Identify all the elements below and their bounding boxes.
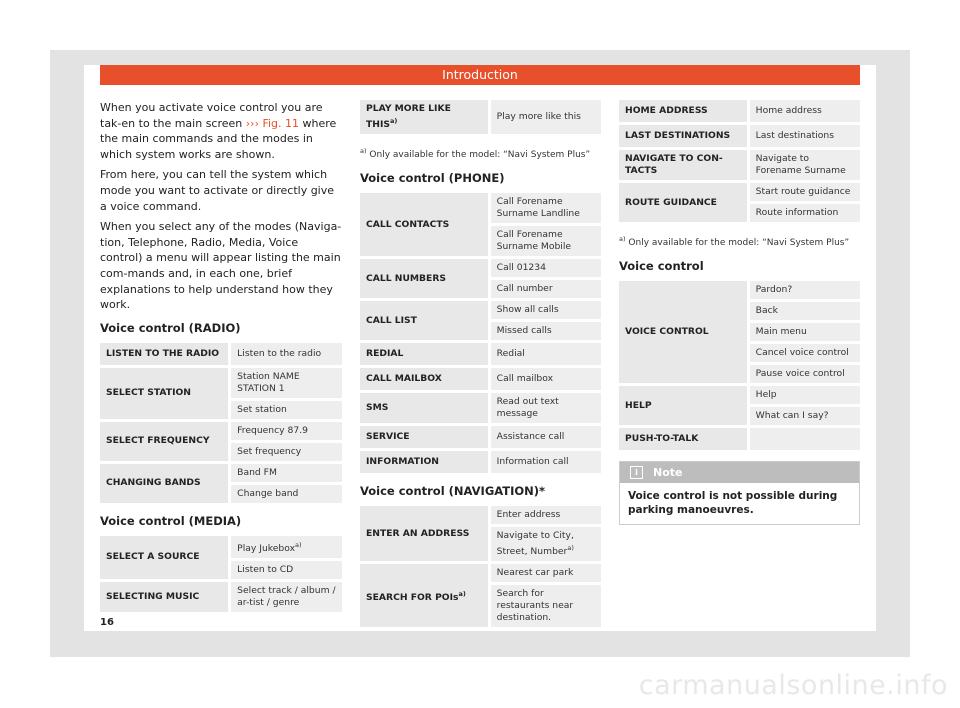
example-cell: Pardon? (747, 281, 860, 299)
note-title: Note (653, 466, 683, 479)
table-row (360, 451, 601, 473)
voice-control-heading: Voice control (619, 259, 704, 273)
command-cell: PUSH-TO-TALK (619, 428, 747, 450)
example-cell: Home address (747, 100, 860, 122)
example-cell: Missed calls (488, 322, 601, 340)
example-cell: Set frequency (228, 443, 342, 461)
note-body: Voice control is not possible during parking manoeuvres. (628, 490, 838, 516)
table-row (619, 100, 860, 122)
example-cell: Nearest car park (488, 564, 601, 582)
footnote-mark: a) (390, 117, 398, 125)
column-middle (360, 100, 601, 638)
command-cell: SERVICE (360, 426, 488, 448)
example-cell: Read out text message (488, 393, 601, 423)
command-cell: REDIAL (360, 343, 488, 365)
column-right (619, 100, 860, 525)
intro-paragraph-1: When you activate voice control you are tak-en to the main screen ››› Fig. 11 where the main commands and the modes in which system works are shown. (100, 101, 337, 161)
example-cell: Station NAME STATION 1 (228, 368, 342, 398)
command-cell: INFORMATION (360, 451, 488, 473)
example-cell: Information call (488, 451, 601, 473)
info-icon: i (630, 466, 643, 479)
footnote-mark: a) (458, 589, 466, 598)
command-cell: CALL MAILBOX (360, 368, 488, 390)
table-row (100, 464, 342, 482)
example-cell: Assistance call (488, 426, 601, 448)
table-row (360, 506, 601, 524)
command-cell: CALL CONTACTS (360, 193, 488, 256)
example-cell: Show all calls (488, 301, 601, 319)
column-left (100, 100, 342, 623)
section-banner: Introduction (100, 65, 860, 85)
table-row (360, 426, 601, 448)
footnote: $^{a)}$ Only available for the model: “Navi System Plus” (619, 235, 850, 248)
table-row (360, 193, 601, 223)
command-cell: ENTER AN ADDRESS (360, 506, 488, 561)
example-cell: Call number (488, 280, 601, 298)
example-cell: Start route guidance (747, 183, 860, 201)
table-row (619, 183, 860, 201)
command-cell: PLAY MORE LIKE THIS$^{a)}$ (360, 100, 488, 134)
note-header (620, 462, 859, 483)
radio-table (100, 340, 342, 506)
phone-heading: Voice control (PHONE) (360, 171, 505, 186)
example-cell: Search for restaurants near destination. (488, 585, 601, 627)
command-cell: SELECTING MUSIC (100, 582, 228, 612)
media-table (100, 533, 342, 615)
table-row (619, 150, 860, 180)
intro-paragraph-2: From here, you can tell the system which mode you want to activate or directly give a voice command. (100, 168, 335, 213)
example-cell: Redial (488, 343, 601, 365)
table-row (360, 368, 601, 390)
page-number: 16 (100, 617, 114, 628)
command-cell: SELECT A SOURCE (100, 536, 228, 579)
example-cell: Call Forename Surname Landline (488, 193, 601, 223)
table-row (619, 281, 860, 299)
example-cell: Navigate to City, Street, Number$^{a)}$ (488, 527, 601, 561)
table-row (100, 368, 342, 398)
media-table-continued (360, 97, 601, 137)
example-cell: Listen to CD (228, 561, 342, 579)
table-row (100, 582, 342, 612)
intro-paragraph-3: When you select any of the modes (Naviga-tion, Telephone, Radio, Media, Voice control) a menu will appear listing the main com-mands and, in each one, brief explanations to help understand how they work. (100, 220, 342, 312)
example-cell: Navigate to Forename Surname (747, 150, 860, 180)
example-cell: Listen to the radio (228, 343, 342, 365)
example-cell: Call mailbox (488, 368, 601, 390)
example-cell: Enter address (488, 506, 601, 524)
table-row (360, 564, 601, 582)
example-cell: Select track / album / ar-tist / genre (228, 582, 342, 612)
footnote-mark: a) (567, 544, 574, 553)
voice-control-table (619, 278, 860, 453)
navigation-heading: Voice control (NAVIGATION)* (360, 484, 546, 499)
command-cell: CALL NUMBERS (360, 259, 488, 298)
command-cell: SEARCH FOR POIs$^{a)}$ (360, 564, 488, 627)
table-row (360, 301, 601, 319)
example-cell: Main menu (747, 323, 860, 341)
example-cell: Last destinations (747, 125, 860, 147)
example-cell: Route information (747, 204, 860, 222)
example-cell: Play more like this (488, 100, 601, 134)
table-row (360, 100, 601, 134)
note-box (619, 461, 860, 525)
example-cell: Cancel voice control (747, 344, 860, 362)
command-cell: CALL LIST (360, 301, 488, 340)
example-cell: What can I say? (747, 407, 860, 425)
navigation-table-continued (619, 97, 860, 225)
command-cell: VOICE CONTROL (619, 281, 747, 383)
example-cell: Change band (228, 485, 342, 503)
table-row (360, 259, 601, 277)
example-cell: Set station (228, 401, 342, 419)
example-cell: Play Jukebox$^{a)}$ (228, 536, 342, 558)
command-cell: LISTEN TO THE RADIO (100, 343, 228, 365)
figure-link[interactable]: ››› Fig. 11 (245, 116, 300, 130)
command-cell: ROUTE GUIDANCE (619, 183, 747, 222)
command-cell: CHANGING BANDS (100, 464, 228, 503)
example-cell: Band FM (228, 464, 342, 482)
example-cell: Call 01234 (488, 259, 601, 277)
command-cell: LAST DESTINATIONS (619, 125, 747, 147)
media-heading: Voice control (MEDIA) (100, 513, 242, 528)
example-cell: Back (747, 302, 860, 320)
example-cell: Help (747, 386, 860, 404)
table-row (619, 428, 860, 450)
command-cell: HOME ADDRESS (619, 100, 747, 122)
navigation-table (360, 503, 601, 630)
phone-table (360, 190, 601, 476)
example-cell (747, 428, 860, 450)
table-row (100, 343, 342, 365)
command-cell: HELP (619, 386, 747, 425)
command-cell: SELECT STATION (100, 368, 228, 419)
table-row (100, 536, 342, 558)
table-row (360, 393, 601, 423)
command-cell: NAVIGATE TO CON-TACTS (619, 150, 747, 180)
example-cell: Frequency 87.9 (228, 422, 342, 440)
table-row (100, 422, 342, 440)
footnote-mark: a) (295, 540, 302, 549)
table-row (619, 386, 860, 404)
watermark: carmanualsonline.info (638, 670, 948, 701)
example-cell: Call Forename Surname Mobile (488, 226, 601, 256)
table-row (360, 343, 601, 365)
footnote: $^{a)}$ Only available for the model: “Navi System Plus” (360, 147, 591, 161)
command-cell: SELECT FREQUENCY (100, 422, 228, 461)
example-cell: Pause voice control (747, 365, 860, 383)
radio-heading: Voice control (RADIO) (100, 320, 241, 335)
table-row (619, 125, 860, 147)
command-cell: SMS (360, 393, 488, 423)
